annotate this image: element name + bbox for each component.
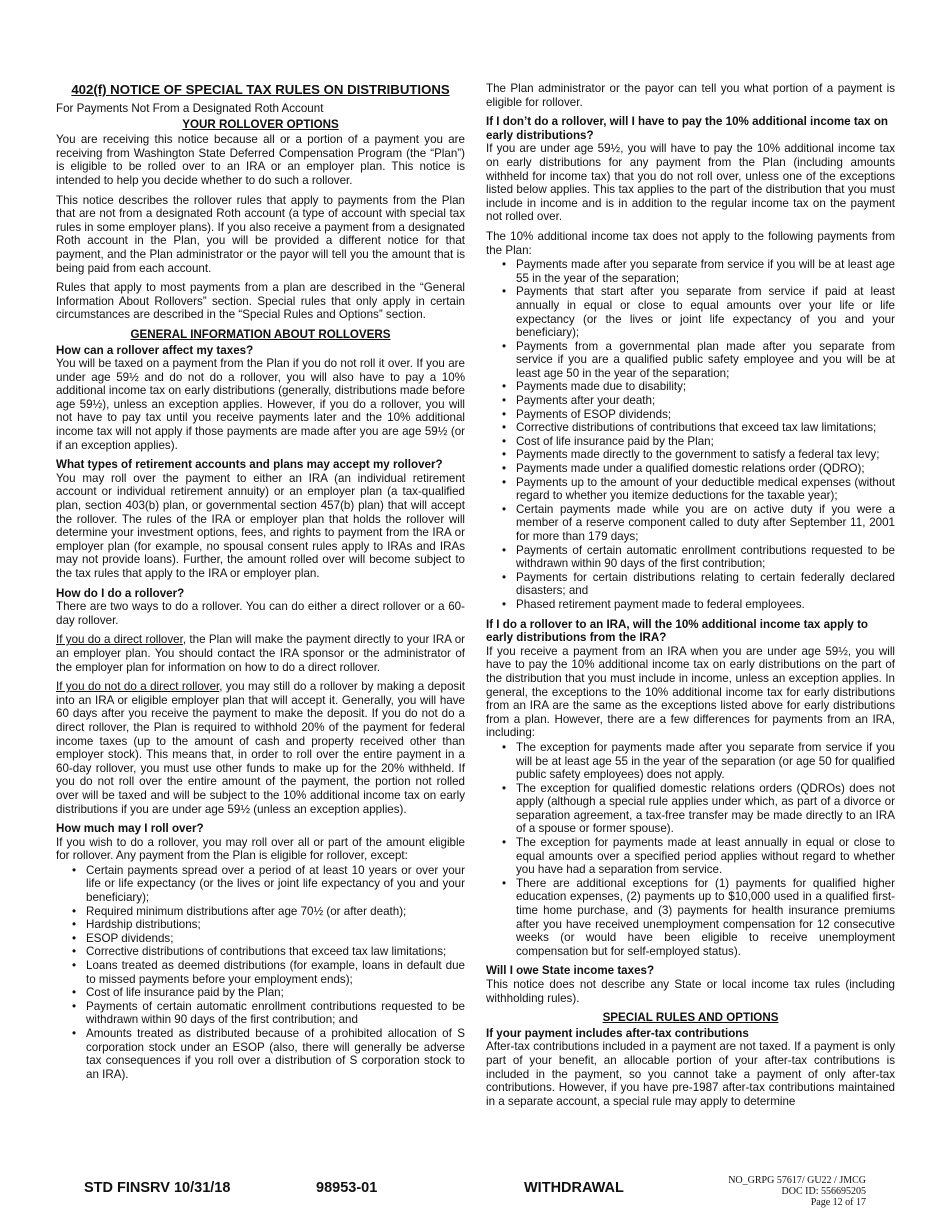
bullet-list-exceptions	[486, 258, 895, 611]
list-item: • Loans treated as deemed distributions (for example, loans in default due to missed payments before your employment ends);	[86, 959, 465, 986]
list-item: • Payments made after you separate from service if you will be at least age 55 in the year of the separation;	[516, 258, 895, 285]
paragraph: If you are under age 59½, you will have to pay the 10% additional income tax on early distributions for any payment from the Plan (including amounts withheld for income tax) that you do not roll over, unless one of the exceptions listed below applies. This tax applies to the part of the distribution that you must include in income and is in addition to the regular income tax on the payment not rolled over.	[486, 142, 895, 224]
list-item: • The exception for qualified domestic relations orders (QDROs) does not apply (although a special rule applies under which, as part of a divorce or separation agreement, a tax-free transfer may be made directly to an IRA of a spouse or former spouse).	[516, 782, 895, 836]
list-item: • The exception for payments made at least annually in equal or close to equal amounts over a specified period applies without regard to whether you have had a separation from service.	[516, 836, 895, 877]
question-heading: How can a rollover affect my taxes?	[56, 343, 254, 357]
list-item: • Corrective distributions of contributions that exceed tax law limitations;	[516, 421, 895, 435]
document-subtitle: For Payments Not From a Designated Roth Account	[56, 102, 324, 115]
paragraph: This notice describes the rollover rules that apply to payments from the Plan that are not from a designated Roth account (a type of account with special tax rules in some employer plans). If you also receive a payment from a designated Roth account in the Plan, you will be provided a different notice for that payment, and the Plan administrator or the payor will tell you the amount that is being paid from each account.	[56, 193, 465, 275]
paragraph: If you receive a payment from an IRA when you are under age 59½, you will have to pay the 10% additional income tax on early distributions on the part of the distribution that you must include in income, unless an exception applies. In general, the exceptions to the 10% additional income tax for early distributions from an IRA are the same as the exceptions listed above for early distributions from a plan. However, there are a few differences for payments from an IRA, including:	[486, 644, 895, 740]
footer-form-type: WITHDRAWAL	[524, 1180, 624, 1196]
paragraph: After-tax contributions included in a payment are not taxed. If a payment is only part of your benefit, an allocable portion of your after-tax contributions is included in the payment, so you cannot take a payment of only after-tax contributions. However, if you have pre-1987 after-tax contributions maintained in a separate account, a special rule may apply to determine	[486, 1040, 895, 1108]
list-item: • Hardship distributions;	[86, 918, 465, 932]
list-item: • Amounts treated as distributed because of a prohibited allocation of S corporation stock under an ESOP (also, there will generally be adverse tax consequences if you roll over a distribution of S corporation stock to an IRA).	[86, 1027, 465, 1081]
list-item: • Certain payments made while you are on active duty if you were a member of a reserve component called to duty after September 11, 2001 for more than 179 days;	[516, 503, 895, 544]
list-item: • Payments after your death;	[516, 394, 895, 408]
paragraph: You will be taxed on a payment from the Plan if you do not roll it over. If you are under age 59½ and do not do a rollover, you will also have to pay a 10% additional income tax on early distributions (generally, distributions made before age 59½), unless an exception applies. However, if you do a rollover, you will not have to pay tax until you receive payments later and the 10% additional income tax will not apply if those payments are made after you are age 59½ (or if an exception applies).	[56, 357, 465, 452]
paragraph: The 10% additional income tax does not apply to the following payments from the Plan:	[486, 229, 895, 257]
footer-form-number: 98953-01	[316, 1180, 378, 1196]
paragraph: If you wish to do a rollover, you may roll over all or part of the amount eligible for rollover. Any payment from the Plan is eligible for rollover, except:	[56, 835, 465, 863]
page-number: Page 12 of 17	[810, 1197, 866, 1208]
question-heading: If I don’t do a rollover, will I have to pay the 10% additional income tax on early distributions?	[486, 115, 888, 142]
list-item: • The exception for payments made after you separate from service if you will be at least age 55 in the year of the separation (or age 50 for qualified public safety employees) does not apply.	[516, 741, 895, 782]
footer-doc-id: DOC ID: 556695205	[781, 1186, 866, 1197]
list-item: • Payments of certain automatic enrollment contributions requested to be withdrawn within 90 days of the first contribution;	[516, 544, 895, 571]
paragraph: This notice does not describe any State or local income tax rules (including withholding rules).	[486, 978, 895, 1005]
list-item: • Corrective distributions of contributions that exceed tax law limitations;	[86, 945, 465, 959]
list-item: • Payments from a governmental plan made after you separate from service if you are a qualified public safety employee and you will be at least age 50 in the year of the separation;	[516, 340, 895, 381]
paragraph	[56, 633, 465, 674]
document-title: 402(f) NOTICE OF SPECIAL TAX RULES ON DISTRIBUTIONS	[71, 82, 450, 97]
question-heading: How do I do a rollover?	[56, 586, 185, 600]
list-item: • Cost of life insurance paid by the Plan;	[516, 435, 895, 449]
footer-identifiers	[728, 1175, 866, 1208]
list-item: • Payments that start after you separate from service if paid at least annually in equal or close to equal amounts over your life or life expectancy (or the lives or joint life expectancy of you and your beneficiary);	[516, 285, 895, 339]
paragraph: The Plan administrator or the payor can tell you what portion of a payment is eligible for rollover.	[486, 82, 895, 109]
underlined-phrase: If you do a direct rollover	[56, 633, 183, 647]
list-item: • ESOP dividends;	[86, 932, 465, 946]
list-item: • Certain payments spread over a period of at least 10 years or over your life or life expectancy (or the lives or joint life expectancy of you and your beneficiary);	[86, 864, 465, 905]
left-column	[56, 82, 465, 1087]
paragraph-text: , you may still do a rollover by making a deposit into an IRA or eligible employer plan that will accept it. Generally, you will have 60 days after you receive the payment to make the deposit. If you do not do a direct rollover, the Plan is required to withhold 20% of the payment for federal income taxes (up to the amount of cash and property received other than employer stock). This means that, in order to roll over the entire payment in a 60-day rollover, you must use other funds to make up for the 20% withheld. If you do not roll over the entire amount of the payment, the portion not rolled over will be taxed and will be subject to the 10% additional income tax on early distributions if you are under age 59½ (unless an exception applies).	[56, 680, 465, 816]
right-column	[486, 82, 895, 1114]
underlined-phrase: If you do not do a direct rollover	[56, 680, 220, 694]
list-item: • Payments of ESOP dividends;	[516, 408, 895, 422]
paragraph	[56, 680, 465, 816]
footer-ref-line: NO_GRPG 57617/ GU22 / JMCG	[728, 1175, 866, 1186]
question-heading: If I do a rollover to an IRA, will the 10% additional income tax apply to early distributions from the IRA?	[486, 617, 869, 645]
list-item: • Phased retirement payment made to federal employees.	[516, 598, 895, 612]
paragraph-text: , the Plan will make the payment directly to your IRA or an employer plan. You should contact the IRA sponsor or the administrator of the employer plan for information on how to do a direct rollover.	[56, 633, 466, 674]
section-heading-rollover-options: YOUR ROLLOVER OPTIONS	[182, 117, 339, 131]
paragraph: There are two ways to do a rollover. You can do either a direct rollover or a 60-day rollover.	[56, 600, 465, 627]
list-item: • Payments of certain automatic enrollment contributions requested to be withdrawn within 90 days of the first contribution; and	[86, 1000, 465, 1027]
footer-form-id: STD FINSRV 10/31/18	[84, 1180, 231, 1196]
list-item: • Required minimum distributions after age 70½ (or after death);	[86, 905, 465, 919]
question-heading: What types of retirement accounts and plans may accept my rollover?	[56, 458, 443, 472]
list-item: • There are additional exceptions for (1) payments for qualified higher education expenses, (2) payments up to $10,000 used in a qualified first-time home purchase, and (3) payments for health insurance premiums after you have received unemployment compensation for 12 consecutive weeks (or would have been eligible to receive unemployment compensation but for self-employed status).	[516, 877, 895, 959]
paragraph: You are receiving this notice because all or a portion of a payment you are receiving from Washington State Deferred Compensation Program (the “Plan”) is eligible to be rolled over to an IRA or an employer plan. This notice is intended to help you decide whether to do such a rollover.	[56, 133, 465, 187]
question-heading: Will I owe State income taxes?	[486, 964, 655, 978]
section-heading-general-info: GENERAL INFORMATION ABOUT ROLLOVERS	[130, 327, 391, 341]
paragraph: Rules that apply to most payments from a plan are described in the “General Information About Rollovers” section. Special rules that only apply in certain circumstances are described in the “Special Rules and Options” section.	[56, 281, 465, 322]
bullet-list-ira-differences	[486, 741, 895, 959]
bullet-list-ineligible	[56, 864, 465, 1082]
list-item: • Payments made due to disability;	[516, 380, 895, 394]
list-item: • Payments for certain distributions relating to certain federally declared disasters; and	[516, 571, 895, 598]
list-item: • Payments up to the amount of your deductible medical expenses (without regard to whether you itemize deductions for the taxable year);	[516, 476, 895, 503]
question-heading: If your payment includes after-tax contributions	[486, 1026, 749, 1040]
question-heading: How much may I roll over?	[56, 822, 204, 836]
list-item: • Payments made under a qualified domestic relations order (QDRO);	[516, 462, 895, 476]
paragraph: You may roll over the payment to either an IRA (an individual retirement account or individual retirement annuity) or an employer plan (a tax-qualified plan, section 403(b) plan, or governmental section 457(b) plan) that will accept the rollover. The rules of the IRA or employer plan that holds the rollover will determine your investment options, fees, and rights to payment from the IRA or employer plan (for example, no spousal consent rules apply to IRAs and IRAs may not provide loans). Further, the amount rolled over will become subject to the tax rules that apply to the IRA or employer plan.	[56, 471, 465, 580]
list-item: • Cost of life insurance paid by the Plan;	[86, 986, 465, 1000]
section-heading-special-rules: SPECIAL RULES AND OPTIONS	[602, 1011, 779, 1025]
list-item: • Payments made directly to the government to satisfy a federal tax levy;	[516, 448, 895, 462]
